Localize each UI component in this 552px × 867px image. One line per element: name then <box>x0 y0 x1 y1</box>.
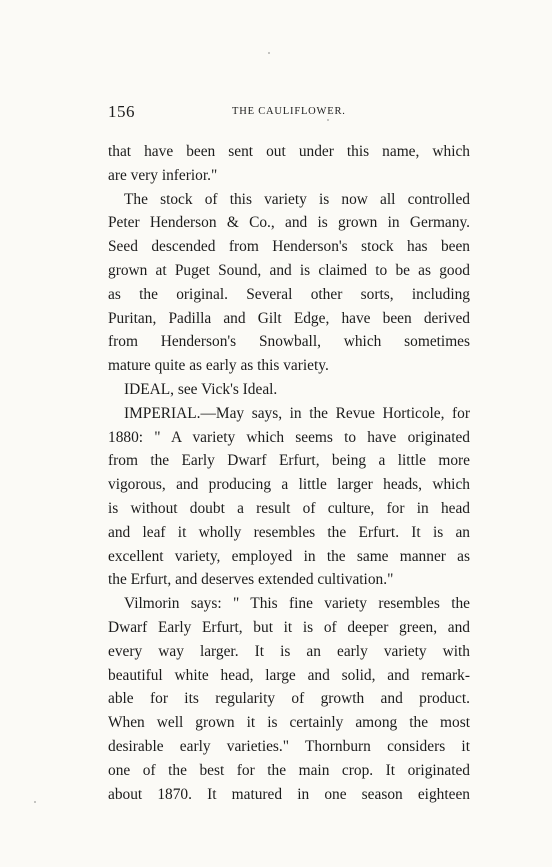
text-line: Puritan, Padilla and Gilt Edge, have been derived <box>108 309 470 327</box>
text-line: are very inferior." <box>108 166 218 184</box>
text-line: When well grown it is certainly among the most <box>108 714 470 732</box>
text-line: 1880: " A variety which seems to have originated <box>108 428 470 446</box>
paper-speck <box>327 119 329 121</box>
text-line: mature quite as early as this variety. <box>108 357 329 375</box>
text-line: from Henderson's Snowball, which sometimes <box>108 333 470 351</box>
text-line: one of the best for the main crop. It originated <box>108 761 470 779</box>
paper-speck <box>268 52 270 54</box>
page-header <box>108 102 468 124</box>
text-line: every way larger. It is an early variety with <box>108 642 470 660</box>
text-line: The stock of this variety is now all controlled <box>124 190 470 208</box>
text-line: the Erfurt, and deserves extended cultivation." <box>108 571 394 589</box>
running-title: THE CAULIFLOWER. <box>232 106 346 117</box>
text-line: Seed descended from Henderson's stock has been <box>108 238 470 256</box>
text-line: IDEAL, see Vick's Ideal. <box>124 380 278 398</box>
text-line: that have been sent out under this name, which <box>108 143 470 160</box>
text-line: Dwarf Early Erfurt, but it is of deeper green, and <box>108 618 470 636</box>
text-line: excellent variety, employed in the same manner as <box>108 547 470 565</box>
text-line: able for its regularity of growth and product. <box>108 690 470 708</box>
body-text <box>108 140 470 806</box>
page-number: 156 <box>108 102 135 121</box>
text-line: and leaf it wholly resembles the Erfurt. It is an <box>108 523 470 541</box>
text-line: about 1870. It matured in one season eighteen <box>108 785 470 803</box>
text-line: from the Early Dwarf Erfurt, being a little more <box>108 452 470 470</box>
text-line: vigorous, and producing a little larger heads, which <box>108 476 470 494</box>
text-line: desirable early varieties." Thornburn considers it <box>108 737 470 755</box>
text-line: beautiful white head, large and solid, and remark- <box>108 666 470 684</box>
text-line: as the original. Several other sorts, including <box>108 285 470 303</box>
text-line: Vilmorin says: " This fine variety resembles the <box>124 595 470 613</box>
text-line: Peter Henderson & Co., and is grown in Germany. <box>108 214 470 232</box>
paper-speck <box>34 801 36 803</box>
text-line: IMPERIAL.—May says, in the Revue Horticole, for <box>124 404 470 422</box>
text-line: is without doubt a result of culture, for in head <box>108 499 470 517</box>
text-line: grown at Puget Sound, and is claimed to be as good <box>108 261 470 279</box>
